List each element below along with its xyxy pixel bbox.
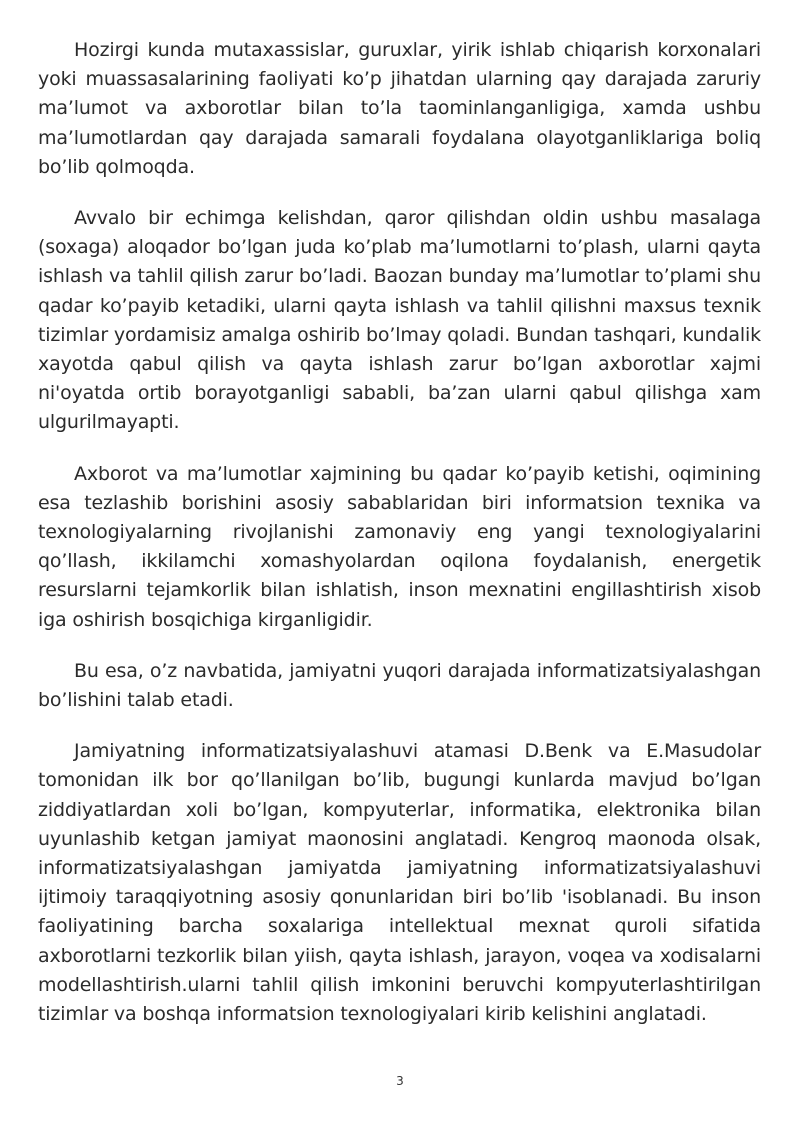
paragraph-3: Axborot va ma’lumotlar xajmining bu qadar ko’payib ketishi, oqimining esa tezlashib borishini asosiy sabablaridan biri informatsion texnika va texnologiyalarning rivojlanishi zamonaviy eng yangi texnologiyalarini qo’llash, ikkilamchi xomashyolardan oqilona foydalanish, energetik resurslarni tejamkorlik bilan ishlatish, inson mexnatini engillashtirish xisob iga oshirish bosqichiga kirganligidir. [38, 462, 761, 631]
paragraph-5: Jamiyatning informatizatsiyalashuvi atamasi D.Benk va E.Masudolar tomonidan ilk bor qo’llanilgan bo’lib, bugungi kunlarda mavjud bo’lgan ziddiyatlardan xoli bo’lgan, kompyuterlar, informatika, elektronika bilan uyunlashib ketgan jamiyat maonosini anglatadi. Kengroq maonoda olsak, informatizatsiyalashgan jamiyatda jamiyatning informatizatsiyalashuvi ijtimoiy taraqqiyotning asosiy qonunlaridan biri bo’lib 'isoblanadi. Bu inson faoliyatining barcha soxalariga intellektual mexnat quroli sifatida axborotlarni tezkorlik bilan yiish, qayta ishlash, jarayon, voqea va xodisalarni modellashtirish.ularni tahlil qilish imkonini beruvchi kompyuterlashtirilgan tizimlar va boshqa informatsion texnologiyalari kirib kelishini anglatadi. [38, 740, 761, 1026]
page-number: 3 [396, 1074, 404, 1088]
paragraph-1: Hozirgi kunda mutaxassislar, guruxlar, yirik ishlab chiqarish korxonalari yoki muassasalarining faoliyati ko’p jihatdan ularning qay darajada zaruriy ma’lumot va axborotlar bilan to’la taominlanganligiga, xamda ushbu ma’lumotlardan qay darajada samarali foydalana olayotganliklariga boliq bo’lib qolmoqda. [38, 39, 761, 178]
document-body [38, 36, 761, 1051]
paragraph-2: Avvalo bir echimga kelishdan, qaror qilishdan oldin ushbu masalaga (soxaga) aloqador bo’lgan juda ko’plab ma’lumotlarni to’plash, ularni qayta ishlash va tahlil qilish zarur bo’ladi. Baozan bunday ma’lumotlar to’plami shu qadar ko’payib ketadiki, ularni qayta ishlash va tahlil qilishni maxsus texnik tizimlar yordamisiz amalga oshirib bo’lmay qoladi. Bundan tashqari, kundalik xayotda qabul qilish va qayta ishlash zarur bo’lgan axborotlar xajmi ni'oyatda ortib borayotganligi sababli, ba’zan ularni qabul qilishga xam ulgurilmayapti. [38, 207, 761, 434]
paragraph-4: Bu esa, o’z navbatida, jamiyatni yuqori darajada informatizatsiyalashgan bo’lishini talab etadi. [38, 659, 761, 712]
